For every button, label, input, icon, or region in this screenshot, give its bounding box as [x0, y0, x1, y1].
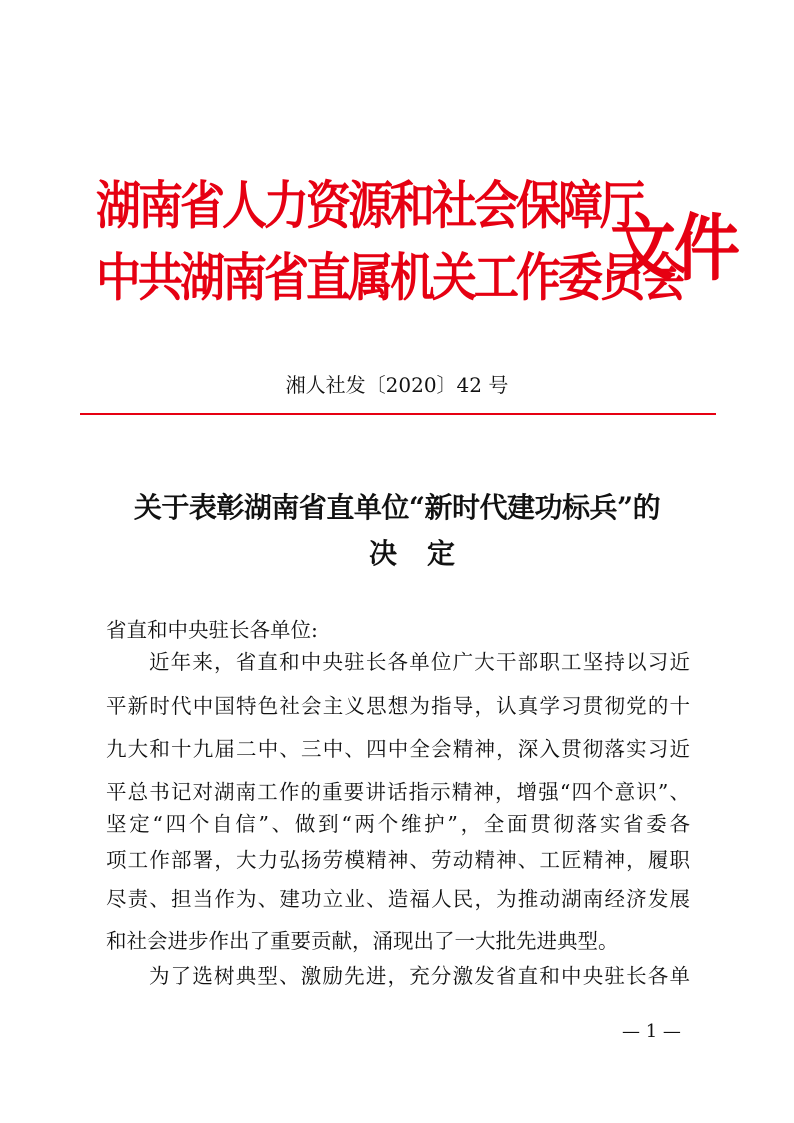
body-line: 平总书记对湖南工作的重要讲话指示精神，增强“四个意识”、 [106, 780, 690, 804]
issuer-name-1: 湖南省人力资源和社会保障厅 [96, 174, 643, 236]
document-title-line-2: 决定 [368, 537, 485, 570]
document-title-line-1: 关于表彰湖南省直单位“新时代建功标兵”的 [133, 491, 661, 524]
body-line: 坚定“四个自信”、做到“两个维护”，全面贯彻落实省委各 [106, 812, 690, 836]
body-line: 九大和十九届二中、三中、四中全会精神，深入贯彻落实习近 [106, 737, 690, 761]
red-separator-line [80, 413, 716, 415]
page-number: — 1 — [622, 1021, 681, 1042]
document-type-label: 文件 [610, 205, 738, 291]
body-line: 项工作部署，大力弘扬劳模精神、劳动精神、工匠精神，履职 [106, 848, 690, 872]
body-line: 平新时代中国特色社会主义思想为指导，认真学习贯彻党的十 [106, 694, 690, 718]
body-line: 和社会进步作出了重要贡献，涌现出了一大批先进典型。 [106, 929, 619, 953]
document-header [96, 168, 738, 328]
body-line: 近年来，省直和中央驻长各单位广大干部职工坚持以习近 [149, 650, 690, 674]
issuer-name-2: 中共湖南省直属机关工作委员会 [96, 246, 685, 308]
addressee: 省直和中央驻长各单位: [106, 618, 318, 642]
body-line: 为了选树典型、激励先进，充分激发省直和中央驻长各单 [149, 964, 690, 988]
body-line: 尽责、担当作为、建功立业、造福人民，为推动湖南经济发展 [106, 887, 690, 911]
document-number: 湘人社发〔2020〕42 号 [285, 373, 509, 397]
